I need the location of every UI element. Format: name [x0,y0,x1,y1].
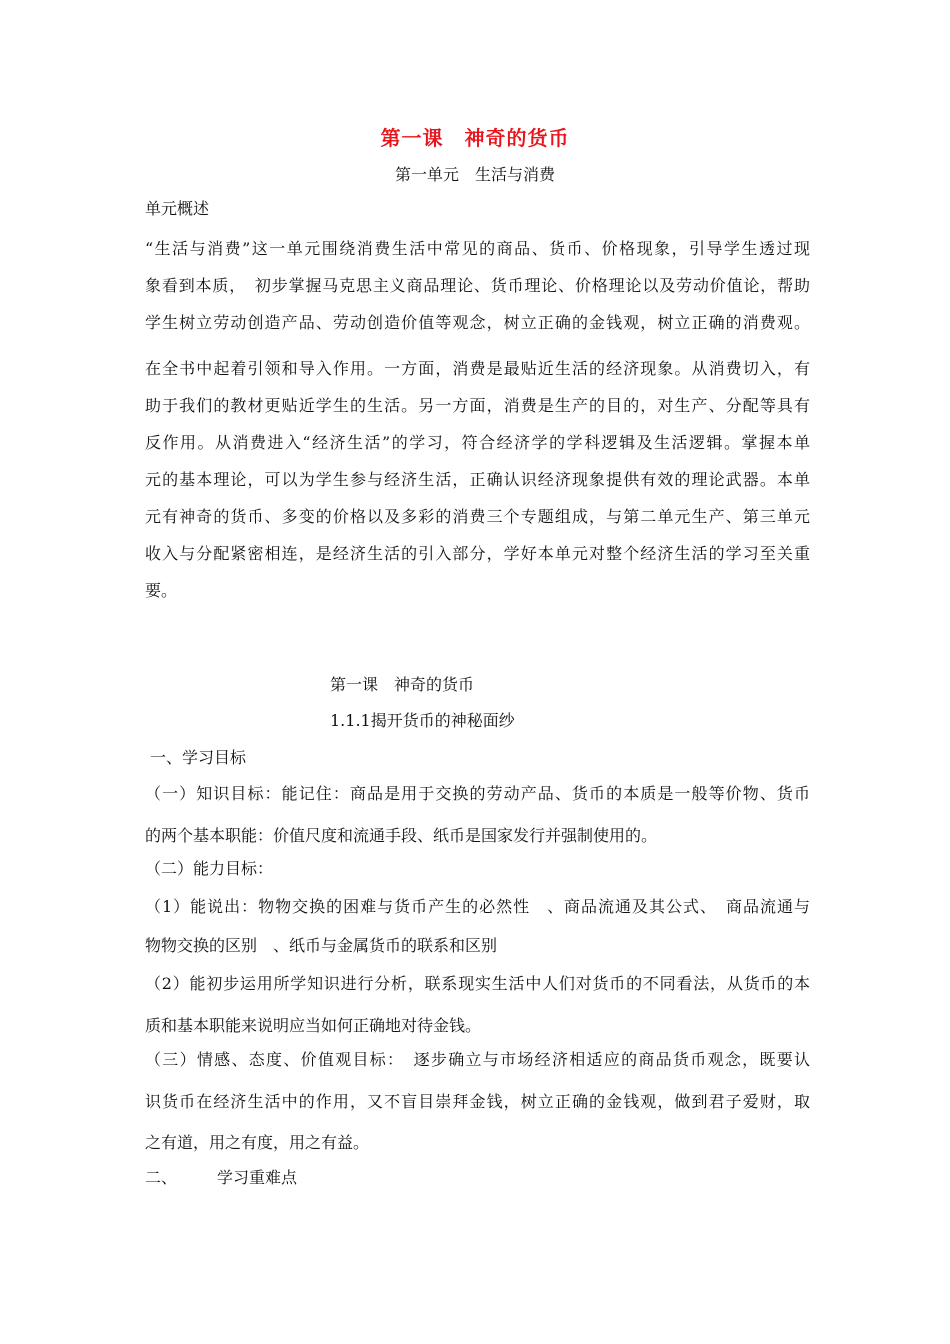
section-title: 1.1.1揭开货币的神秘面纱 [330,711,515,730]
ability-line: 质和基本职能来说明应当如何正确地对待金钱。 [145,1016,482,1035]
overview-label: 单元概述 [145,199,210,218]
ability-line: （2）能初步运用所学知识进行分析，联系现实生活中人们对货币的不同看法，从货币的本 [145,974,810,993]
overview-line: “生活与消费”这一单元围绕消费生活中常见的商品、货币、价格现象，引导学生透过现 [145,239,810,258]
lesson-title: 第一课 神奇的货币 [330,675,475,694]
overview-line: 助于我们的教材更贴近学生的生活。另一方面，消费是生产的目的，对生产、分配等具有 [145,396,810,415]
emotion-line: 之有道，用之有度，用之有益。 [145,1133,370,1152]
overview-line: 收入与分配紧密相连，是经济生活的引入部分，学好本单元对整个经济生活的学习至关重 [145,544,810,563]
emotion-line: （三）情感、态度、价值观目标： 逐步确立与市场经济相适应的商品货币观念，既要认 [145,1050,810,1069]
knowledge-line: （一）知识目标：能记住：商品是用于交换的劳动产品、货币的本质是一般等价物、货币 [145,784,810,803]
difficulty-heading: 二、 学习重难点 [145,1168,298,1187]
unit-heading: 第一单元 生活与消费 [394,165,555,184]
goals-heading: 一、学习目标 [150,748,247,767]
overview-line: 学生树立劳动创造产品、劳动创造价值等观念，树立正确的金钱观，树立正确的消费观。 [145,313,810,332]
overview-line: 反作用。从消费进入“经济生活”的学习，符合经济学的学科逻辑及生活逻辑。掌握本单 [145,433,810,452]
ability-line: 物物交换的区别 、纸币与金属货币的联系和区别 [145,936,498,955]
page-title: 第一课 神奇的货币 [380,126,570,150]
overview-line: 要。 [145,581,178,600]
overview-line: 在全书中起着引领和导入作用。一方面，消费是最贴近生活的经济现象。从消费切入，有 [145,359,810,378]
overview-line: 象看到本质， 初步掌握马克思主义商品理论、货币理论、价格理论以及劳动价值论，帮助 [145,276,810,295]
knowledge-line: 的两个基本职能：价值尺度和流通手段、纸币是国家发行并强制使用的。 [145,826,658,845]
ability-heading: （二）能力目标： [145,859,274,878]
emotion-line: 识货币在经济生活中的作用，又不盲目崇拜金钱，树立正确的金钱观，做到君子爱财，取 [145,1092,810,1111]
ability-line: （1）能说出：物物交换的困难与货币产生的必然性 、商品流通及其公式、 商品流通与 [145,897,810,916]
overview-line: 元有神奇的货币、多变的价格以及多彩的消费三个专题组成，与第二单元生产、第三单元 [145,507,810,526]
overview-line: 元的基本理论，可以为学生参与经济生活，正确认识经济现象提供有效的理论武器。本单 [145,470,810,489]
